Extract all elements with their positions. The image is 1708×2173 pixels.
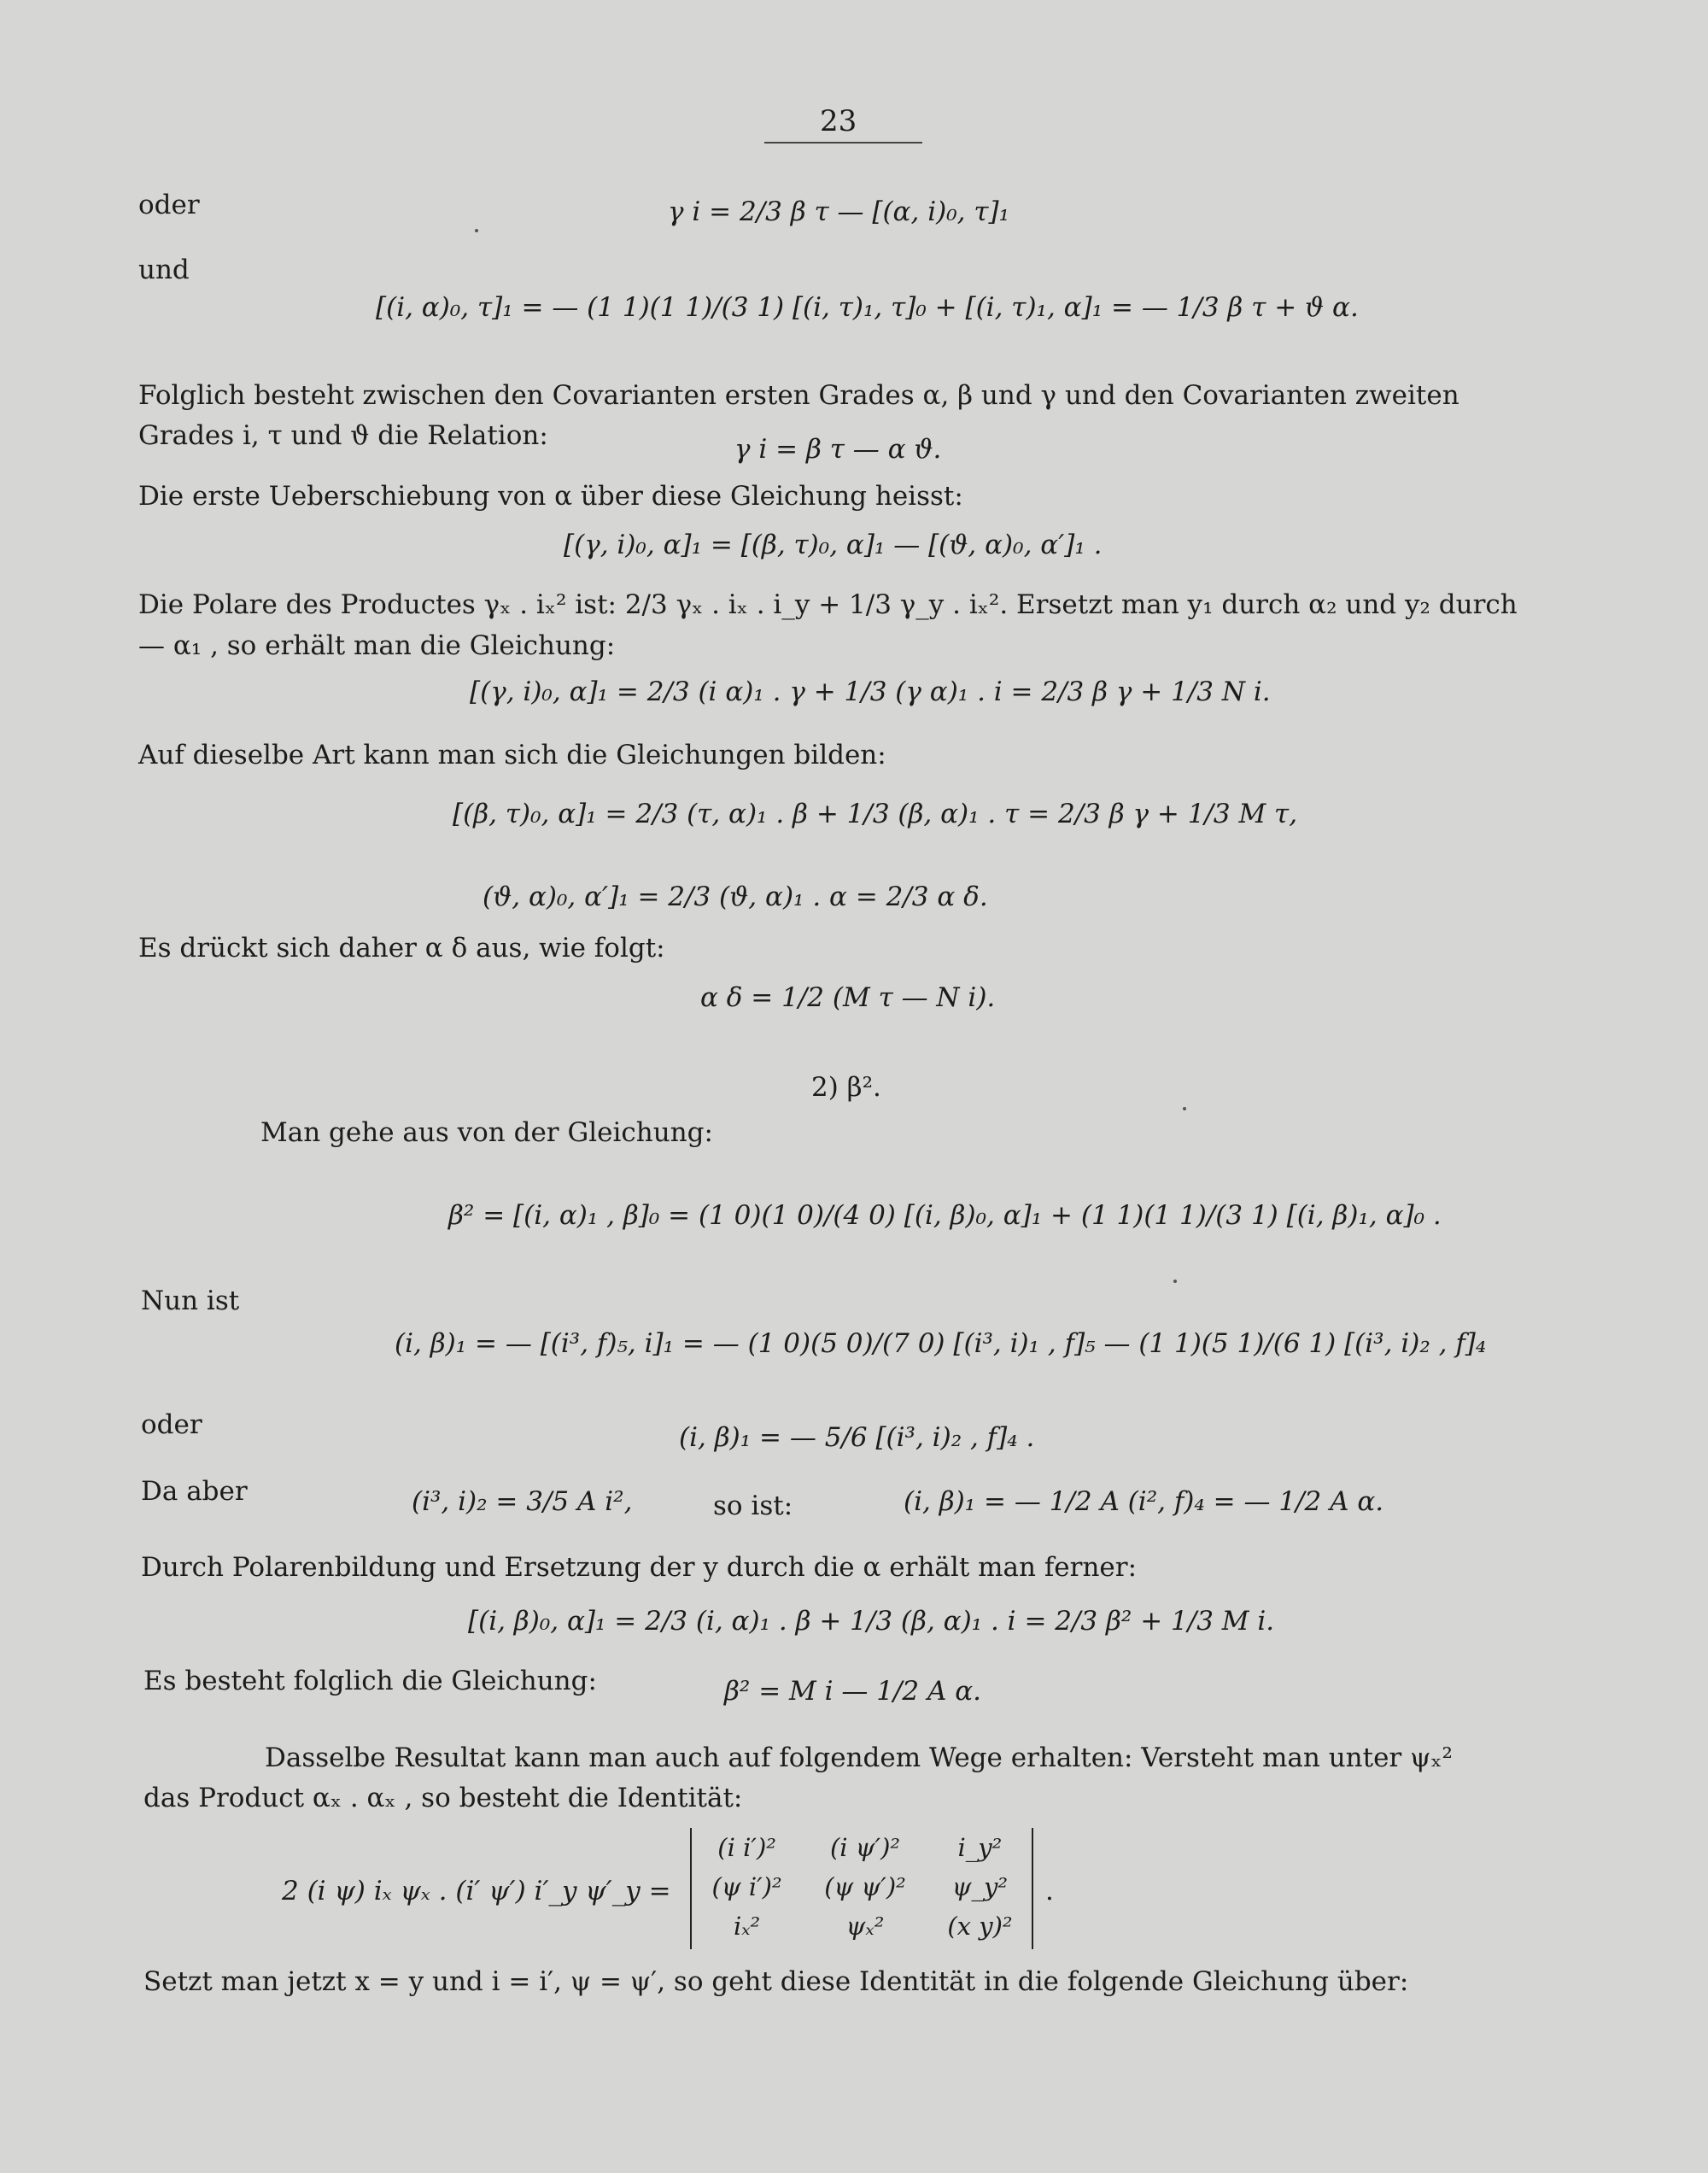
l19-left: oder — [141, 1409, 202, 1440]
det-cell: ψₓ² — [845, 1912, 885, 1941]
det-cell: (ψ ψ′)² — [824, 1872, 906, 1901]
l20-middle: so ist: — [713, 1491, 793, 1521]
det-cell: iₓ² — [733, 1912, 761, 1941]
l3-text: Folglich besteht zwischen den Covarianten ersten Grades α, β und γ und den Covarianten zweiten — [138, 380, 1459, 411]
l16-text: Man gehe aus von der Gleichung: — [260, 1117, 713, 1148]
l1-left: oder — [138, 190, 200, 220]
l13-text: Es drückt sich daher α δ aus, wie folgt: — [138, 933, 665, 964]
l9-formula: [(γ, i)₀, α]₁ = 2/3 (i α)₁ . γ + 1/3 (γ α)₁ . i = 2/3 β γ + 1/3 N i. — [470, 676, 1271, 707]
l12-formula: (ϑ, α)₀, α′]₁ = 2/3 (ϑ, α)₁ . α = 2/3 α δ. — [483, 882, 988, 912]
paper-speck — [475, 229, 478, 232]
l18-left: Nun ist — [141, 1286, 240, 1316]
l7-text: Die Polare des Productes γₓ . iₓ² ist: 2/3 γₓ . iₓ . i_y + 1/3 γ_y . iₓ². Ersetzt man y₁ durch α₂ und y₂ durch — [138, 589, 1518, 620]
l2-formula: [(i, α)₀, τ]₁ = — (1 1)(1 1)/(3 1) [(i, τ)₁, τ]₀ + [(i, τ)₁, α]₁ = — 1/3 β τ + ϑ α. — [376, 292, 1359, 323]
l20-formula: (i³, i)₂ = 3/5 A i², — [412, 1486, 633, 1517]
determinant — [690, 1828, 1033, 1949]
det-cell: ψ_y² — [951, 1872, 1009, 1901]
l2-left: und — [138, 255, 190, 285]
det-cell: (i ψ′)² — [829, 1833, 901, 1862]
l1-formula: γ i = 2/3 β τ — [(α, i)₀, τ]₁ — [668, 196, 1010, 227]
identity-end: . — [1045, 1876, 1054, 1906]
l10-text: Auf dieselbe Art kann man sich die Gleichungen bilden: — [138, 740, 886, 770]
l17-formula: β² = [(i, α)₁ , β]₀ = (1 0)(1 0)/(4 0) [(i, β)₀, α]₁ + (1 1)(1 1)/(3 1) [(i, β)₁, α]₀ . — [448, 1200, 1442, 1231]
paper-speck — [1183, 1107, 1186, 1110]
l20-left: Da aber — [141, 1476, 248, 1507]
l20-formula2: (i, β)₁ = — 1/2 A (i², f)₄ = — 1/2 A α. — [904, 1486, 1384, 1517]
l25-text: das Product αₓ . αₓ , so besteht die Identität: — [143, 1783, 743, 1813]
l5-text: Die erste Ueberschiebung von α über diese Gleichung heisst: — [138, 481, 963, 512]
page-number: 23 — [820, 104, 857, 138]
l4-formula: γ i = β τ — α ϑ. — [734, 434, 942, 465]
l22-formula: [(i, β)₀, α]₁ = 2/3 (i, α)₁ . β + 1/3 (β, α)₁ . i = 2/3 β² + 1/3 M i. — [468, 1606, 1275, 1637]
l21-text: Durch Polarenbildung und Ersetzung der y durch die α erhält man ferner: — [141, 1552, 1138, 1583]
l26-text: Setzt man jetzt x = y und i = i′, ψ = ψ′, so geht diese Identität in die folgende Gleichung über: — [143, 1966, 1409, 1997]
section-heading: 2) β². — [811, 1072, 881, 1103]
det-cell: (x y)² — [947, 1912, 1013, 1941]
l6-formula: [(γ, i)₀, α]₁ = [(β, τ)₀, α]₁ — [(ϑ, α)₀, α′]₁ . — [564, 530, 1103, 560]
l24-text: Dasselbe Resultat kann man auch auf folgendem Wege erhalten: Versteht man unter ψₓ² — [265, 1742, 1453, 1773]
l14-formula: α δ = 1/2 (M τ — N i). — [700, 982, 996, 1013]
det-cell: (i i′)² — [717, 1833, 776, 1862]
l23-text: Es besteht folglich die Gleichung: — [143, 1666, 597, 1696]
l4-text: Grades i, τ und ϑ die Relation: — [138, 420, 548, 451]
l8-text: — α₁ , so erhält man die Gleichung: — [138, 630, 616, 661]
identity-lhs: 2 (i ψ) iₓ ψₓ . (i′ ψ′) i′_y ψ′_y = — [282, 1876, 671, 1906]
det-cell: i_y² — [957, 1833, 1003, 1862]
l18-formula: (i, β)₁ = — [(i³, f)₅, i]₁ = — (1 0)(5 0)/(7 0) [(i³, i)₁ , f]₅ — (1 1)(5 1)/(6 1) [(i³, i)₂ , f]₄ — [395, 1328, 1487, 1359]
l19-formula: (i, β)₁ = — 5/6 [(i³, i)₂ , f]₄ . — [679, 1422, 1035, 1453]
header-rule — [764, 142, 922, 144]
paper-speck — [1173, 1280, 1177, 1283]
l23-formula: β² = M i — 1/2 A α. — [724, 1676, 982, 1707]
l11-formula: [(β, τ)₀, α]₁ = 2/3 (τ, α)₁ . β + 1/3 (β, α)₁ . τ = 2/3 β γ + 1/3 M τ, — [453, 799, 1298, 829]
det-cell: (ψ i′)² — [711, 1872, 782, 1901]
